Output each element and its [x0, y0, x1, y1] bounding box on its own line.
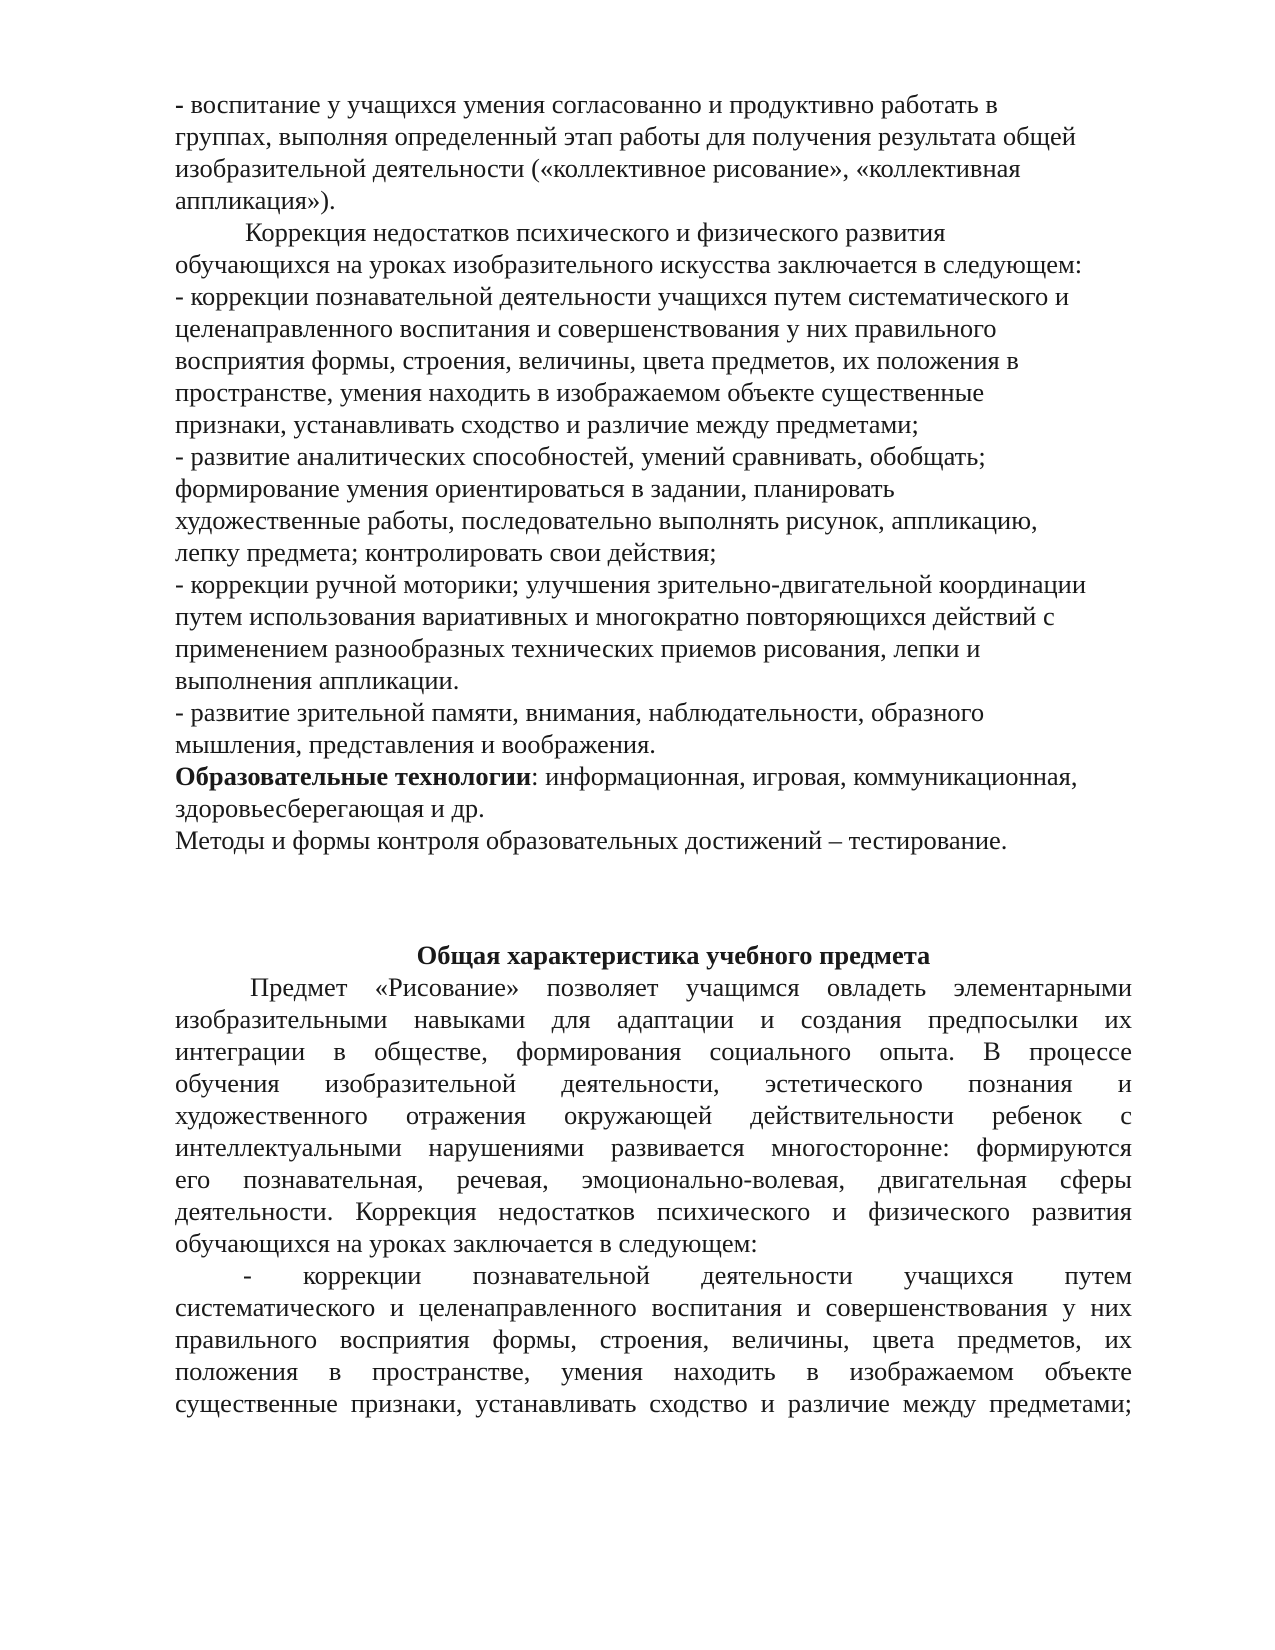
- text-line: его познавательная, речевая, эмоционально-волевая, двигательная сферы: [175, 1164, 1132, 1194]
- text-line: группах, выполняя определенный этап работы для получения результата общей: [175, 121, 1076, 151]
- text-line: - развитие зрительной памяти, внимания, наблюдательности, образного: [175, 697, 985, 727]
- text-line: - коррекции ручной моторики; улучшения зрительно-двигательной координации: [175, 569, 1087, 599]
- spacer: [175, 856, 1132, 939]
- tech-label: Образовательные технологии: [175, 761, 532, 791]
- text-line: выполнения аппликации.: [175, 665, 460, 695]
- text-line: - воспитание у учащихся умения согласованно и продуктивно работать в: [175, 89, 998, 119]
- text-line: обучающихся на уроках изобразительного искусства заключается в следующем:: [175, 249, 1083, 279]
- methods-line: Методы и формы контроля образовательных достижений – тестирование.: [175, 825, 1008, 855]
- text-line: систематического и целенаправленного воспитания и совершенствования у них: [175, 1292, 1132, 1322]
- text-line: лепку предмета; контролировать свои действия;: [175, 537, 717, 567]
- text-line: аппликация»).: [175, 185, 336, 215]
- text-line: Коррекция недостатков психического и физического развития: [245, 217, 946, 247]
- text-line: применением разнообразных технических приемов рисования, лепки и: [175, 633, 981, 663]
- text-line: - развитие аналитических способностей, умений сравнивать, обобщать;: [175, 441, 986, 471]
- text-line: художественные работы, последовательно выполнять рисунок, аппликацию,: [175, 505, 1038, 535]
- text-line: - коррекции познавательной деятельности учащихся путем: [243, 1260, 1132, 1290]
- bullet-dash: -: [175, 89, 191, 119]
- text-line: правильного восприятия формы, строения, величины, цвета предметов, их: [175, 1324, 1132, 1354]
- text-line: здоровьесберегающая и др.: [175, 793, 485, 823]
- text-line: изобразительными навыками для адаптации и создания предпосылки их: [175, 1004, 1132, 1034]
- text-line: признаки, устанавливать сходство и различие между предметами;: [175, 409, 919, 439]
- text-line: обучающихся на уроках заключается в следующем:: [175, 1228, 758, 1258]
- text-line: - коррекции познавательной деятельности учащихся путем систематического и: [175, 281, 1070, 311]
- text-line: художественного отражения окружающей действительности ребенок с: [175, 1100, 1132, 1130]
- text-line: целенаправленного воспитания и совершенствования у них правильного: [175, 313, 997, 343]
- text-line: деятельности. Коррекция недостатков психического и физического развития: [175, 1196, 1132, 1226]
- text-line: пространстве, умения находить в изображаемом объекте существенные: [175, 377, 985, 407]
- text-line: положения в пространстве, умения находить в изображаемом объекте: [175, 1356, 1132, 1386]
- text-line: интеллектуальными нарушениями развивается многосторонне: формируются: [175, 1132, 1132, 1162]
- tech-line: Образовательные технологии: информационная, игровая, коммуникационная,: [175, 761, 1078, 791]
- text-line: Предмет «Рисование» позволяет учащимся овладеть элементарными: [250, 972, 1132, 1002]
- text-line: восприятия формы, строения, величины, цвета предметов, их положения в: [175, 345, 1019, 375]
- text-line: обучения изобразительной деятельности, эстетического познания и: [175, 1068, 1132, 1098]
- text-line: изобразительной деятельности («коллективное рисование», «коллективная: [175, 153, 1021, 183]
- text-line: мышления, представления и воображения.: [175, 729, 656, 759]
- document-page: [175, 88, 1132, 1419]
- text-line: интеграции в обществе, формирования социального опыта. В процессе: [175, 1036, 1132, 1066]
- section-heading: Общая характеристика учебного предмета: [416, 940, 931, 970]
- text-line: путем использования вариативных и многократно повторяющихся действий с: [175, 601, 1055, 631]
- text-line: существенные признаки, устанавливать сходство и различие между предметами;: [175, 1388, 1132, 1418]
- text-line: формирование умения ориентироваться в задании, планировать: [175, 473, 895, 503]
